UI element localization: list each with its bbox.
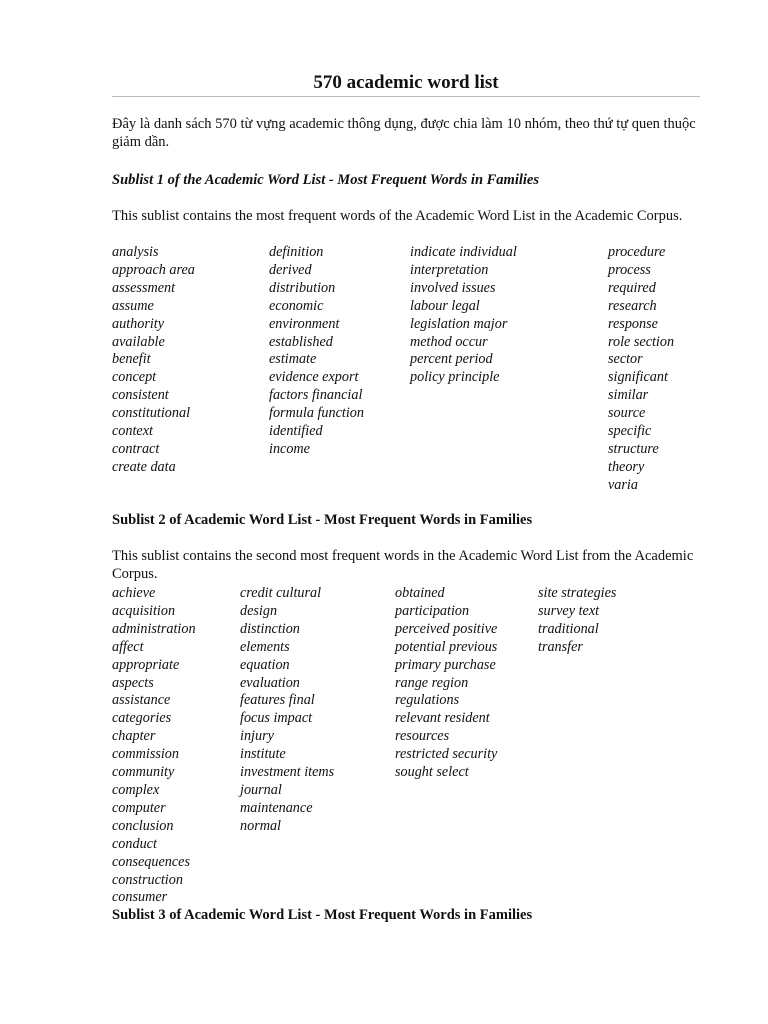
word-item: regulations — [395, 692, 460, 709]
word-item: context — [112, 423, 153, 440]
word-item: normal — [240, 817, 281, 834]
word-item: computer — [112, 799, 166, 816]
sublist1-heading: Sublist 1 of the Academic Word List - Most Frequent Words in Families — [112, 172, 539, 188]
word-item: focus impact — [240, 710, 313, 727]
word-item: varia — [608, 476, 638, 493]
sublist1-word-column — [269, 244, 364, 459]
word-item: restricted security — [395, 746, 498, 763]
title-divider — [112, 96, 700, 97]
word-item: relevant resident — [395, 710, 490, 727]
word-item: conclusion — [112, 817, 174, 834]
word-item: credit cultural — [240, 585, 322, 601]
word-item: theory — [608, 458, 645, 475]
sublist2-word-column — [395, 585, 497, 782]
word-item: authority — [112, 315, 165, 332]
word-item: acquisition — [112, 602, 176, 619]
word-item: chapter — [112, 728, 156, 745]
word-item: formula function — [269, 405, 364, 422]
word-item: institute — [240, 746, 286, 763]
word-item: perceived positive — [395, 620, 498, 637]
sublist2-word-column — [538, 585, 616, 657]
word-item: conduct — [112, 835, 157, 852]
word-item: complex — [112, 781, 160, 798]
word-item: investment items — [240, 764, 335, 781]
word-item: consequences — [112, 853, 190, 870]
word-item: involved issues — [410, 279, 496, 296]
word-item: approach area — [112, 261, 195, 278]
word-item: identified — [269, 423, 323, 440]
word-item: participation — [395, 602, 470, 619]
word-item: established — [269, 333, 333, 350]
word-item: features final — [240, 692, 315, 709]
word-item: legislation major — [410, 315, 508, 332]
word-item: equation — [240, 656, 290, 673]
word-item: distribution — [269, 279, 336, 296]
word-item: definition — [269, 244, 324, 260]
word-item: categories — [112, 710, 172, 727]
sublist3-heading: Sublist 3 of Academic Word List - Most Frequent Words in Families — [112, 907, 533, 923]
word-item: consistent — [112, 387, 169, 404]
word-item: consumer — [112, 889, 168, 906]
word-item: sector — [608, 351, 643, 368]
word-item: similar — [608, 387, 649, 404]
word-item: estimate — [269, 351, 317, 368]
word-item: economic — [269, 297, 324, 314]
word-item: evaluation — [240, 674, 300, 691]
word-item: commission — [112, 746, 179, 763]
word-item: labour legal — [410, 297, 480, 314]
word-item: survey text — [538, 602, 600, 619]
word-item: aspects — [112, 674, 154, 691]
word-item: site strategies — [538, 585, 617, 601]
word-item: income — [269, 440, 310, 457]
word-item: affect — [112, 638, 144, 655]
word-item: assistance — [112, 692, 171, 709]
word-item: percent period — [410, 351, 493, 368]
word-item: contract — [112, 440, 160, 457]
word-item: interpretation — [410, 261, 489, 278]
word-item: environment — [269, 315, 340, 332]
word-item: benefit — [112, 351, 151, 368]
word-item: required — [608, 279, 656, 296]
word-item: analysis — [112, 244, 159, 260]
word-item: response — [608, 315, 658, 332]
word-item: constitutional — [112, 405, 191, 422]
intro-paragraph: Đây là danh sách 570 từ vựng academic thông dụng, được chia làm 10 nhóm, theo thứ tự quen thuộc giảm dần. — [112, 116, 696, 150]
word-item: specific — [608, 423, 652, 440]
sublist1-description: This sublist contains the most frequent words of the Academic Word List in the Academic Corpus. — [112, 208, 683, 224]
word-item: derived — [269, 261, 312, 278]
word-item: community — [112, 764, 175, 781]
word-item: construction — [112, 871, 183, 888]
sublist1-word-column — [112, 244, 195, 477]
sublist2-heading: Sublist 2 of Academic Word List - Most Frequent Words in Families — [112, 512, 533, 528]
word-item: potential previous — [395, 638, 498, 655]
word-item: available — [112, 333, 165, 350]
word-item: range region — [395, 674, 469, 691]
word-item: indicate individual — [410, 244, 517, 260]
word-item: distinction — [240, 620, 300, 637]
sublist2-word-column — [112, 585, 196, 907]
word-item: structure — [608, 440, 659, 457]
word-item: factors financial — [269, 387, 363, 404]
sublist2-word-column — [240, 585, 334, 836]
word-item: achieve — [112, 585, 156, 601]
word-item: elements — [240, 638, 290, 655]
word-item: traditional — [538, 620, 599, 637]
word-item: injury — [240, 728, 274, 745]
sublist1-word-column — [608, 244, 674, 495]
word-item: evidence export — [269, 369, 359, 386]
word-item: obtained — [395, 585, 445, 601]
word-item: appropriate — [112, 656, 180, 673]
word-item: process — [608, 261, 651, 278]
word-item: assume — [112, 297, 154, 314]
word-item: research — [608, 297, 657, 314]
word-item: procedure — [608, 244, 666, 260]
word-item: sought select — [395, 764, 469, 781]
sublist2-description: This sublist contains the second most frequent words in the Academic Word List from the Academic Corpus. — [112, 548, 694, 582]
word-item: journal — [240, 781, 282, 798]
word-item: design — [240, 602, 278, 619]
word-item: primary purchase — [395, 656, 496, 673]
word-item: policy principle — [410, 369, 500, 386]
word-item: resources — [395, 728, 450, 745]
sublist1-word-column — [410, 244, 517, 387]
word-item: maintenance — [240, 799, 313, 816]
word-item: create data — [112, 458, 176, 475]
document-title: 570 academic word list — [313, 72, 499, 93]
word-item: significant — [608, 369, 668, 386]
word-item: source — [608, 405, 646, 422]
word-item: assessment — [112, 279, 176, 296]
word-item: concept — [112, 369, 157, 386]
word-item: role section — [608, 333, 675, 350]
word-item: method occur — [410, 333, 488, 350]
word-item: transfer — [538, 638, 583, 655]
word-item: administration — [112, 620, 196, 637]
